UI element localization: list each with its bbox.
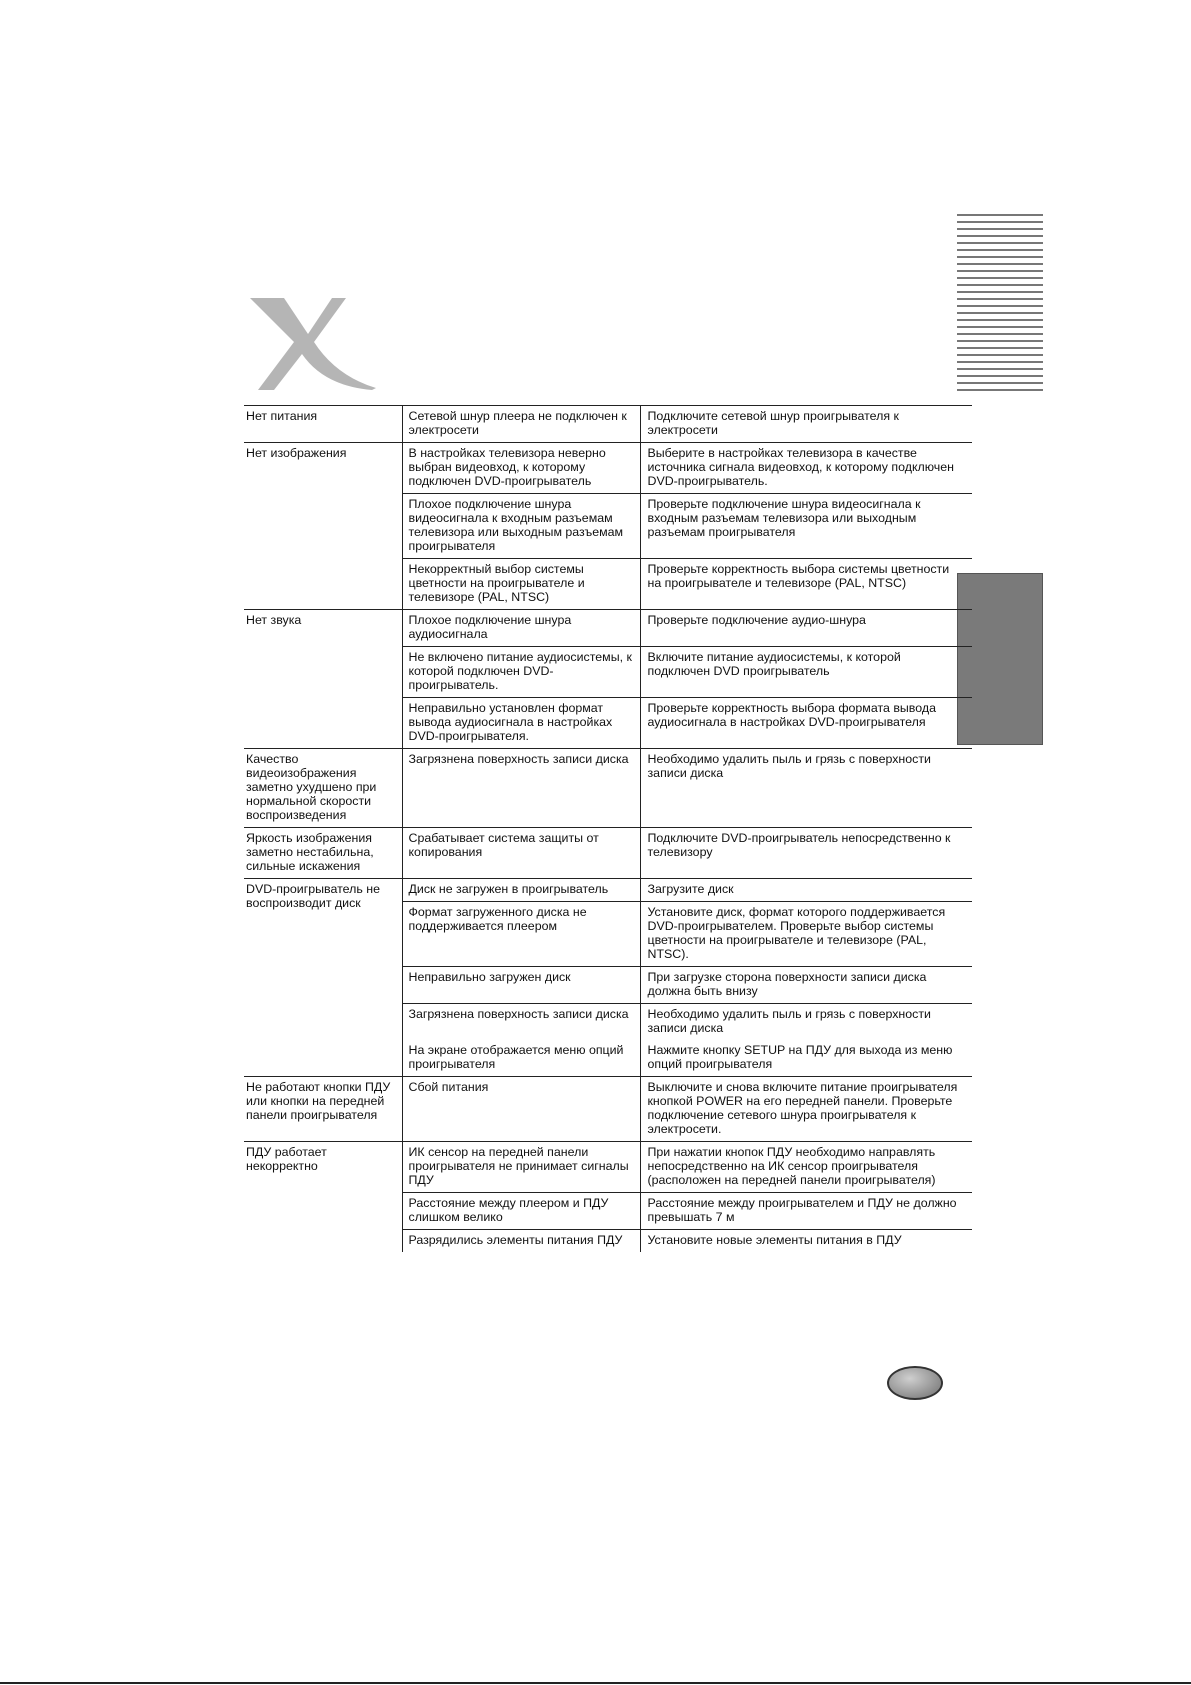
cause-cell: Не включено питание аудиосистемы, к которой подключен DVD-проигрыватель. xyxy=(402,647,640,698)
cause-cell: Неправильно установлен формат вывода аудиосигнала в настройках DVD-проигрывателя. xyxy=(402,698,640,749)
table-row xyxy=(244,1077,972,1142)
table-row xyxy=(244,1142,972,1193)
cause-cell: В настройках телевизора неверно выбран видеовход, к которому подключен DVD-проигрыватель xyxy=(402,443,640,494)
solution-cell: При загрузке сторона поверхности записи диска должна быть внизу xyxy=(640,967,972,1004)
problem-cell: Нет звука xyxy=(244,610,402,749)
solution-cell: Выберите в настройках телевизора в качестве источника сигнала видеовход, к которому подключен DVD-проигрыватель. xyxy=(640,443,972,494)
cause-cell: Разрядились элементы питания ПДУ xyxy=(402,1230,640,1253)
solution-cell: Подключите сетевой шнур проигрывателя к электросети xyxy=(640,406,972,443)
problem-cell: Нет изображения xyxy=(244,443,402,610)
troubleshooting-table xyxy=(244,405,972,1252)
solution-cell: При нажатии кнопок ПДУ необходимо направлять непосредственно на ИК сенсор проигрывателя (расположен на передней панели проигрывателя) xyxy=(640,1142,972,1193)
solution-cell: Необходимо удалить пыль и грязь с поверхности записи диска xyxy=(640,1004,972,1041)
problem-cell: Яркость изображения заметно нестабильна, сильные искажения xyxy=(244,828,402,879)
troubleshooting-table-body xyxy=(244,406,972,1253)
solution-cell: Включите питание аудиосистемы, к которой подключен DVD проигрыватель xyxy=(640,647,972,698)
solution-cell: Установите диск, формат которого поддерживается DVD-проигрывателем. Проверьте выбор системы цветности на проигрывателе и телевизоре (PAL, NTSC). xyxy=(640,902,972,967)
cause-cell: Формат загруженного диска не поддерживается плеером xyxy=(402,902,640,967)
problem-cell: Качество видеоизображения заметно ухудшено при нормальной скорости воспроизведения xyxy=(244,749,402,828)
cause-cell: Неправильно загружен диск xyxy=(402,967,640,1004)
solution-cell: Расстояние между проигрывателем и ПДУ не должно превышать 7 м xyxy=(640,1193,972,1230)
cause-cell: Срабатывает система защиты от копирования xyxy=(402,828,640,879)
page-bottom-rule xyxy=(0,1682,1191,1684)
solution-cell: Проверьте подключение аудио-шнура xyxy=(640,610,972,647)
solution-cell: Проверьте подключение шнура видеосигнала к входным разъемам телевизора или выходным разъемам проигрывателя xyxy=(640,494,972,559)
table-row xyxy=(244,749,972,828)
problem-cell: Нет питания xyxy=(244,406,402,443)
cause-cell: Сбой питания xyxy=(402,1077,640,1142)
cause-cell: ИК сенсор на передней панели проигрывателя не принимает сигналы ПДУ xyxy=(402,1142,640,1193)
solution-cell: Выключите и снова включите питание проигрывателя кнопкой POWER на его передней панели. Проверьте подключение сетевого шнура проигрывателя к электросети. xyxy=(640,1077,972,1142)
solution-cell: Нажмите кнопку SETUP на ПДУ для выхода из меню опций проигрывателя xyxy=(647,1043,953,1071)
table-row xyxy=(244,879,972,902)
solution-cell: Загрузите диск xyxy=(640,879,972,902)
cause-cell: Загрязнена поверхность записи диска xyxy=(402,749,640,828)
solution-cell: Установите новые элементы питания в ПДУ xyxy=(640,1230,972,1253)
solution-cell: Проверьте корректность выбора системы цветности на проигрывателе и телевизоре (PAL, NTSC) xyxy=(640,559,972,610)
problem-cell: DVD-проигрыватель не воспроизводит диск xyxy=(244,879,402,1077)
page-number-badge xyxy=(887,1366,943,1400)
solution-cell: Проверьте корректность выбора формата вывода аудиосигнала в настройках DVD-проигрывателя xyxy=(640,698,972,749)
cause-cell: Плохое подключение шнура аудиосигнала xyxy=(402,610,640,647)
decorative-stripes xyxy=(957,214,1043,392)
cause-cell: Расстояние между плеером и ПДУ слишком велико xyxy=(402,1193,640,1230)
brand-logo-x-icon xyxy=(244,298,376,390)
cause-cell: Некорректный выбор системы цветности на проигрывателе и телевизоре (PAL, NTSC) xyxy=(402,559,640,610)
problem-cell: ПДУ работает некорректно xyxy=(244,1142,402,1253)
table-row xyxy=(244,610,972,647)
table-row xyxy=(244,443,972,494)
table-row xyxy=(244,406,972,443)
cause-cell: На экране отображается меню опций проигрывателя xyxy=(402,1040,640,1077)
cause-cell: Плохое подключение шнура видеосигнала к входным разъемам телевизора или выходным разъемам проигрывателя xyxy=(402,494,640,559)
cause-cell: Загрязнена поверхность записи диска xyxy=(402,1004,640,1041)
solution-cell: Подключите DVD-проигрыватель непосредственно к телевизору xyxy=(640,828,972,879)
cause-cell: Диск не загружен в проигрыватель xyxy=(402,879,640,902)
cause-cell: Сетевой шнур плеера не подключен к электросети xyxy=(402,406,640,443)
problem-cell: Не работают кнопки ПДУ или кнопки на передней панели проигрывателя xyxy=(244,1077,402,1142)
solution-cell: Необходимо удалить пыль и грязь с поверхности записи диска xyxy=(640,749,972,828)
table-row xyxy=(244,828,972,879)
